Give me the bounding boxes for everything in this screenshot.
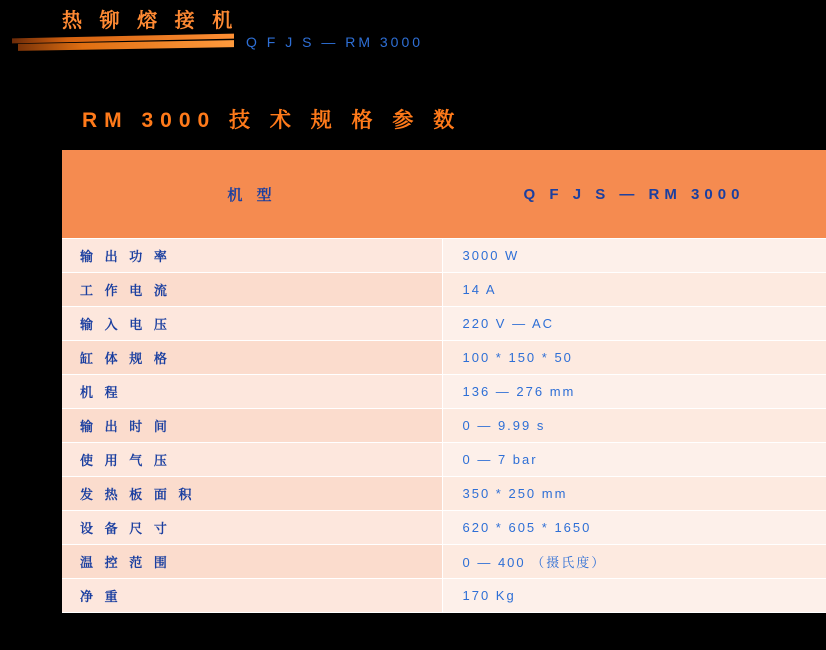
- table-row: [62, 409, 826, 443]
- row-label: 缸 体 规 格: [62, 341, 442, 375]
- section-title: RM 3000 技 术 规 格 参 数: [82, 109, 462, 132]
- row-value: 3000 W: [442, 239, 826, 273]
- row-label: 使 用 气 压: [62, 443, 442, 477]
- row-value: 0 — 7 bar: [442, 443, 826, 477]
- row-label: 机 程: [62, 375, 442, 409]
- table-row: [62, 307, 826, 341]
- specification-table: [62, 150, 826, 613]
- row-value: 0 — 400 （摄氏度）: [442, 545, 826, 579]
- row-value: 220 V — AC: [442, 307, 826, 341]
- row-label: 输 出 时 间: [62, 409, 442, 443]
- table-header-row: [62, 150, 826, 239]
- row-value: 350 * 250 mm: [442, 477, 826, 511]
- row-label: 温 控 范 围: [62, 545, 442, 579]
- table-row: [62, 375, 826, 409]
- table-header: [62, 150, 826, 239]
- row-value: 14 A: [442, 273, 826, 307]
- row-value: 620 * 605 * 1650: [442, 511, 826, 545]
- row-value: 136 — 276 mm: [442, 375, 826, 409]
- table-row: [62, 273, 826, 307]
- table-row: [62, 443, 826, 477]
- table-row: [62, 511, 826, 545]
- row-value: 0 — 9.99 s: [442, 409, 826, 443]
- row-label: 净 重: [62, 579, 442, 613]
- header-model-code: Q F J S — RM 3000: [246, 34, 424, 50]
- row-label: 工 作 电 流: [62, 273, 442, 307]
- table-row: [62, 579, 826, 613]
- row-value: 170 Kg: [442, 579, 826, 613]
- table-body: [62, 239, 826, 613]
- row-label: 输 入 电 压: [62, 307, 442, 341]
- table-header-value: Q F J S — RM 3000: [442, 150, 826, 239]
- row-label: 设 备 尺 寸: [62, 511, 442, 545]
- table-row: [62, 545, 826, 579]
- row-value: 100 * 150 * 50: [442, 341, 826, 375]
- decorative-bar: [12, 36, 234, 50]
- table-header-model: 机 型: [62, 150, 442, 239]
- table-row: [62, 477, 826, 511]
- row-label: 发 热 板 面 积: [62, 477, 442, 511]
- page-title: 热 铆 熔 接 机: [62, 10, 239, 32]
- page-header: [0, 0, 826, 78]
- row-label: 输 出 功 率: [62, 239, 442, 273]
- table-row: [62, 239, 826, 273]
- table-row: [62, 341, 826, 375]
